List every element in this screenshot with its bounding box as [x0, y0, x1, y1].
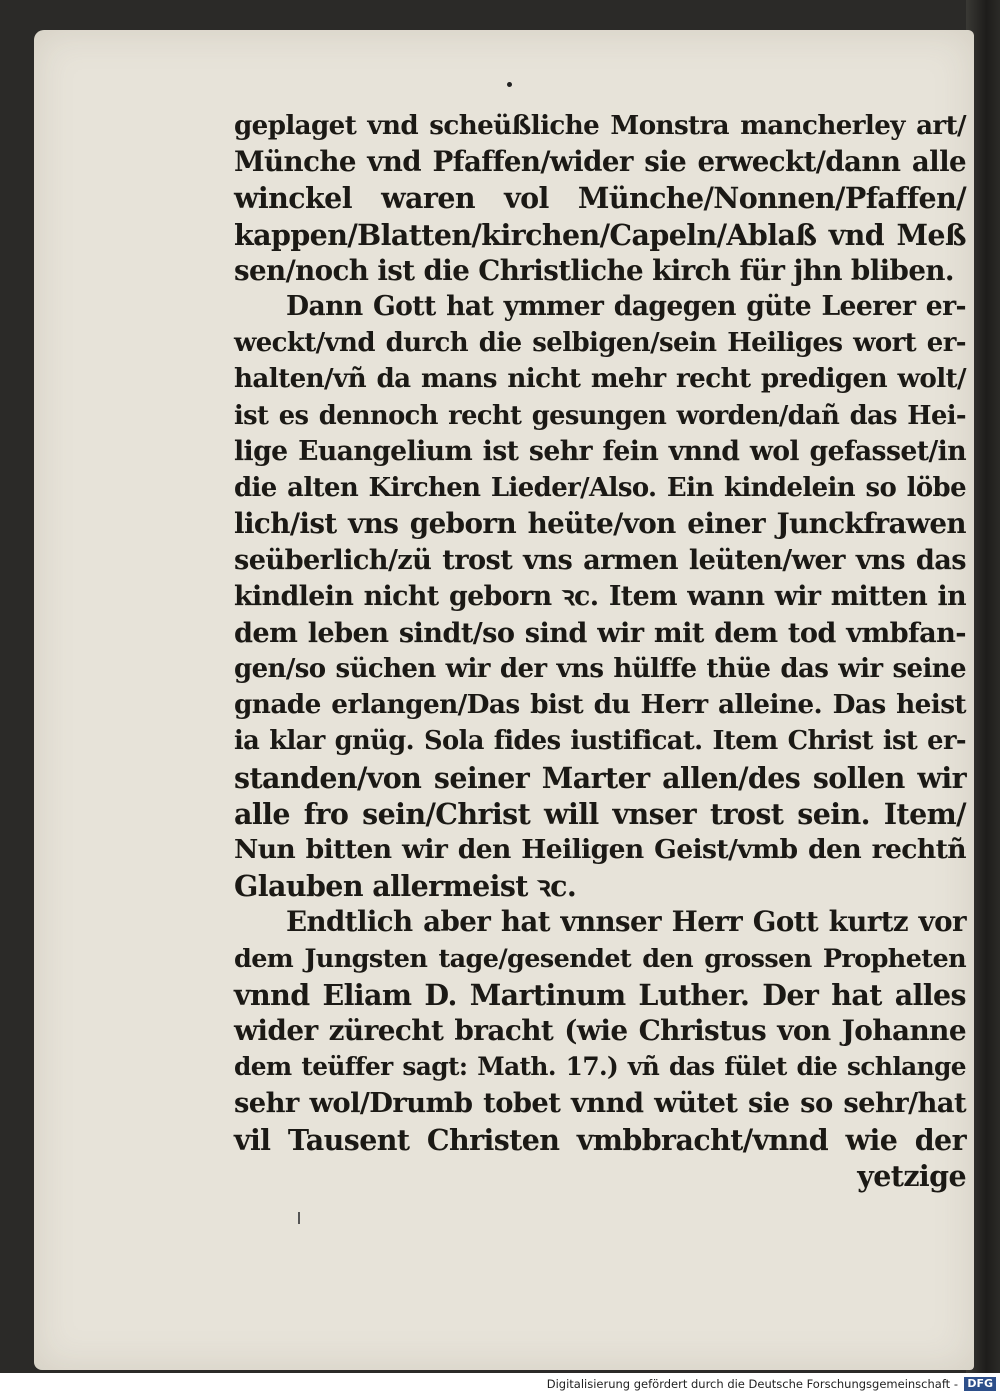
- text-line: Nun bitten wir den Heiligen Geist/vmb den rechtñ: [234, 834, 966, 866]
- text-line: lich/ist vns geborn heüte/von einer Junckfrawen: [234, 507, 966, 541]
- text-line: gnade erlangen/Das bist du Herr alleine. Das heist: [234, 689, 966, 721]
- text-line: Glauben allermeist ꝛc.: [234, 869, 577, 904]
- text-line: ia klar gnüg. Sola fides iustificat. Item Christ ist er-: [234, 726, 966, 757]
- page-dot-mark: [507, 82, 512, 87]
- text-line: dem Jungsten tage/gesendet den grossen Propheten: [234, 943, 966, 974]
- text-line: lige Euangelium ist sehr fein vnnd wol gefasset/in: [234, 435, 966, 467]
- text-line: alle fro sein/Christ will vnser trost sein. Item/: [234, 796, 966, 831]
- text-line: seüberlich/zü trost vns armen leüten/wer vns das: [234, 544, 966, 577]
- text-line: standen/von seiner Marter allen/des sollen wir: [234, 760, 966, 795]
- text-line: sehr wol/Drumb tobet vnnd wütet sie so sehr/hat: [234, 1087, 966, 1120]
- text-line: dem teüffer sagt: Math. 17.) vñ das fület die schlange: [234, 1052, 966, 1082]
- text-line: dem leben sindt/so sind wir mit dem tod vmbfan-: [234, 616, 966, 649]
- text-line: gen/so süchen wir der vns hülffe thüe das wir seine: [234, 654, 966, 685]
- text-line: Münche vnd Pfaffen/wider sie erweckt/dann alle: [234, 145, 966, 179]
- text-line: kindlein nicht geborn ꝛc. Item wann wir mitten in: [234, 580, 966, 612]
- footer-bar: [0, 1373, 1000, 1395]
- text-line: ist es dennoch recht gesungen worden/dañ das Hei-: [234, 400, 966, 431]
- text-line: die alten Kirchen Lieder/Also. Ein kindelein so löbe: [234, 473, 966, 504]
- text-line: wider zürecht bracht (wie Christus von Johanne: [234, 1014, 966, 1048]
- stray-ink-mark: [298, 1212, 300, 1224]
- text-line: geplaget vnd scheüßliche Monstra mancherley art/: [234, 110, 966, 141]
- page-text: [234, 108, 966, 1194]
- text-line: weckt/vnd durch die selbigen/sein Heiliges wort er-: [234, 328, 966, 359]
- text-line: vil Tausent Christen vmbbracht/vnnd wie der: [234, 1122, 966, 1157]
- text-line: sen/noch ist die Christliche kirch für jhn bliben.: [234, 253, 954, 287]
- footer-credit-text: Digitalisierung gefördert durch die Deutsche Forschungsgemeinschaft -: [546, 1377, 958, 1391]
- paragraph-start-line: Endtlich aber hat vnnser Herr Gott kurtz vor: [286, 905, 966, 939]
- dfg-logo: DFG: [964, 1377, 996, 1391]
- text-line: halten/vñ da mans nicht mehr recht predigen wolt/: [234, 363, 966, 395]
- text-line: kappen/Blatten/kirchen/Capeln/Ablaß vnd Meß: [234, 217, 966, 252]
- paragraph-start-line: Dann Gott hat ymmer dagegen güte Leerer er-: [286, 291, 966, 323]
- text-line: winckel waren vol Münche/Nonnen/Pfaffen/: [234, 181, 966, 216]
- catchword: yetzige: [857, 1158, 966, 1193]
- text-line: vnnd Eliam D. Martinum Luther. Der hat alles: [234, 977, 966, 1012]
